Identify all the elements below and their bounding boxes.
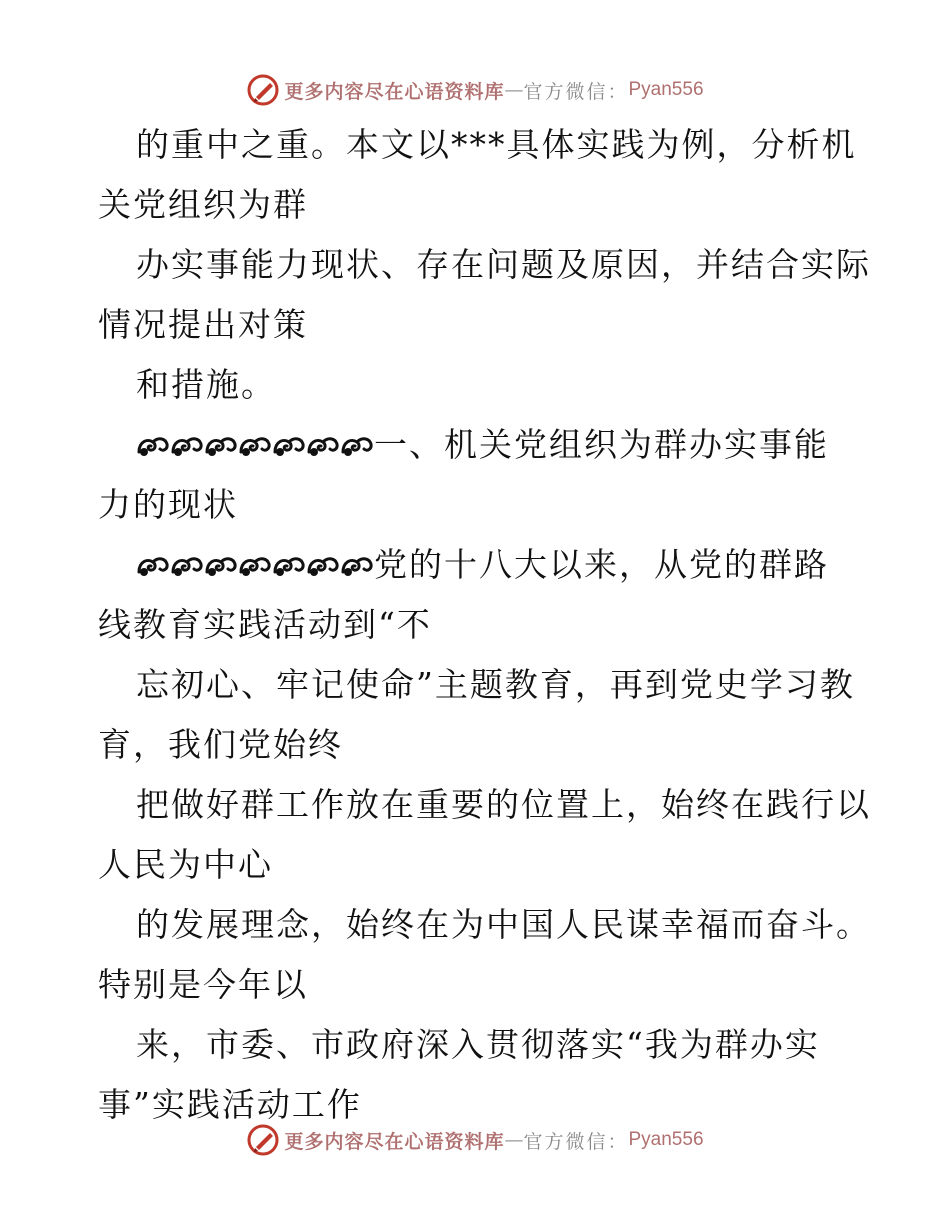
paragraph-line: 特别是今年以 xyxy=(98,965,308,1004)
paragraph-line: 育，我们党始终 xyxy=(98,725,343,764)
paragraph-line: 情况提出对策 xyxy=(98,305,308,344)
paragraph-line: 的重中之重。本文以***具体实践为例，分析机 xyxy=(136,125,857,164)
section-heading-1 xyxy=(98,415,858,535)
swirl-ornament-icon xyxy=(238,430,272,460)
swirl-ornament-icon xyxy=(306,430,340,460)
header-wechat-label: 官方微信： xyxy=(523,80,629,103)
footer-separator: — xyxy=(504,1129,524,1151)
swirl-ornament-icon xyxy=(340,430,374,460)
paragraph-line xyxy=(98,415,858,475)
paragraph-line xyxy=(98,535,858,595)
paragraph-line: 事”实践活动工作 xyxy=(98,1085,362,1124)
swirl-ornament-icon xyxy=(136,430,170,460)
swirl-ornament-icon xyxy=(170,550,204,580)
paragraph-1 xyxy=(98,115,858,235)
paragraph-3 xyxy=(98,355,858,415)
paragraph-5 xyxy=(98,535,858,655)
pen-logo-icon xyxy=(246,73,280,107)
swirl-ornament-icon xyxy=(136,550,170,580)
paragraph-2 xyxy=(98,235,871,355)
paragraph-8 xyxy=(98,895,871,1015)
header-wechat-id: Pyan556 xyxy=(628,79,704,100)
paragraph-line: 办实事能力现状、存在问题及原因，并结合实际 xyxy=(136,245,871,284)
header-banner-text: 更多内容尽在心语资料库 xyxy=(284,80,505,103)
paragraph-line: 忘初心、牢记使命”主题教育，再到党史学习教 xyxy=(136,665,855,704)
footer-banner xyxy=(0,1120,950,1160)
footer-banner-text: 更多内容尽在心语资料库 xyxy=(284,1130,505,1153)
footer-wechat-id: Pyan556 xyxy=(628,1129,704,1150)
paragraph-line: 线教育实践活动到“不 xyxy=(98,605,432,644)
ornament-group xyxy=(136,425,374,464)
paragraph-line: 和措施。 xyxy=(136,365,276,404)
swirl-ornament-icon xyxy=(272,430,306,460)
swirl-ornament-icon xyxy=(238,550,272,580)
paragraph-9 xyxy=(98,1015,858,1135)
swirl-ornament-icon xyxy=(340,550,374,580)
paragraph-line: 把做好群工作放在重要的位置上，始终在践行以 xyxy=(136,785,871,824)
paragraph-line: 来，市委、市政府深入贯彻落实“我为群办实 xyxy=(136,1025,820,1064)
swirl-ornament-icon xyxy=(204,550,238,580)
paragraph-7 xyxy=(98,775,871,895)
swirl-ornament-icon xyxy=(204,430,238,460)
header-separator: — xyxy=(504,79,524,101)
ornament-group xyxy=(136,545,374,584)
swirl-ornament-icon xyxy=(170,430,204,460)
paragraph-6 xyxy=(98,655,858,775)
heading-text: 一、机关党组织为群办实事能 xyxy=(374,425,829,464)
paragraph-line: 力的现状 xyxy=(98,485,238,524)
header-banner xyxy=(0,70,950,110)
document-body xyxy=(98,115,871,1135)
paragraph-line: 的发展理念，始终在为中国人民谋幸福而奋斗。 xyxy=(136,905,871,944)
paragraph-text: 党的十八大以来，从党的群路 xyxy=(374,545,829,584)
paragraph-line: 人民为中心 xyxy=(98,845,273,884)
swirl-ornament-icon xyxy=(306,550,340,580)
paragraph-line: 关党组织为群 xyxy=(98,185,308,224)
swirl-ornament-icon xyxy=(272,550,306,580)
footer-wechat-label: 官方微信： xyxy=(523,1130,629,1153)
pen-logo-icon xyxy=(246,1123,280,1157)
